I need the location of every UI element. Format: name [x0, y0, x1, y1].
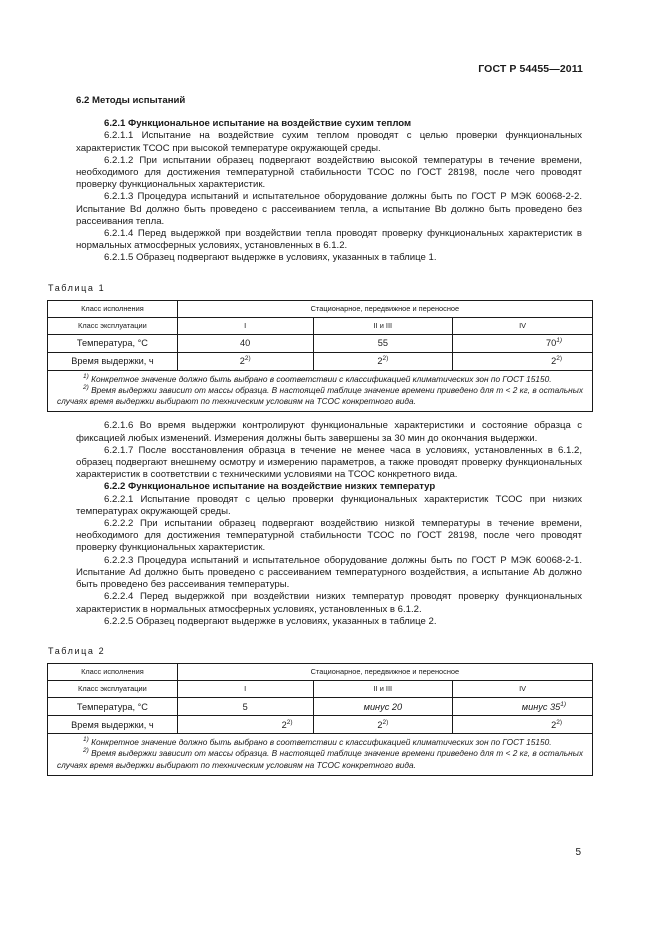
table-2-notes	[48, 734, 593, 776]
table-1-row	[48, 334, 593, 352]
table-2-class: IV	[453, 681, 593, 698]
document-code: ГОСТ Р 54455—2011	[478, 63, 583, 75]
paragraph-6217: 6.2.1.7 После восстановления образца в течение не менее часа в условиях, установленных в 6.1.2, образец подвергают внешнему осмотру и измерению параметров, а также проводят проверку функциональных характеристик в соответствии с техническими условиями на ТСОС конкретного вида.	[76, 444, 582, 481]
table-1-cell: 55	[313, 334, 453, 352]
paragraph-6223: 6.2.2.3 Процедура испытаний и испытательное оборудование должны быть по ГОСТ Р МЭК 60068-2-1. Испытание Ad должно быть проведено с рассеиванием температурного воздействия, а испытание Ab должно быть проведено без рассеивания температуры.	[76, 554, 582, 591]
section-title: 6.2 Методы испытаний	[76, 95, 186, 106]
paragraph-6215: 6.2.1.5 Образец подвергают выдержке в условиях, указанных в таблице 1.	[104, 252, 437, 264]
subsection-title-622: 6.2.2 Функциональное испытание на воздействие низких температур	[104, 481, 436, 493]
table-1-row-label: Температура, °С	[48, 334, 178, 352]
paragraph-6216: 6.2.1.6 Во время выдержки контролируют функциональные характеристики и состояние образца с фиксацией любых изменений. Измерения должны быть завершены за 30 мин до окончания выдержки.	[76, 420, 582, 444]
table-1-cell: 2$^{2)}$	[453, 352, 593, 370]
table-2-row-label: Температура, °С	[48, 698, 178, 716]
page-number: 5	[575, 847, 581, 858]
table-2-row	[48, 698, 593, 716]
table-2-cell: 5	[177, 698, 313, 716]
table-2	[47, 663, 593, 776]
table-1-head-label: Класс исполнения	[48, 300, 178, 317]
table-2-row	[48, 716, 593, 734]
table-1	[47, 300, 593, 413]
table-1-cell: 2$^{2)}$	[313, 352, 453, 370]
table-1-cell: 40	[177, 334, 313, 352]
table-2-row-label: Время выдержки, ч	[48, 716, 178, 734]
paragraph-6224: 6.2.2.4 Перед выдержкой при воздействии низких температур проводят проверку функциональных характеристик в нормальных атмосферных условиях, установленных в 6.1.2.	[76, 591, 582, 615]
table-1-class: I	[177, 317, 313, 334]
table-2-head-label: Класс исполнения	[48, 664, 178, 681]
table-2-cell: 2$^{2)}$	[453, 716, 593, 734]
paragraph-6211: 6.2.1.1 Испытание на воздействие сухим теплом проводят с целью проверки функциональных характеристик ТСОС при высокой температуре окружающей среды.	[76, 130, 582, 154]
table-1-cell: 2$^{2)}$	[177, 352, 313, 370]
paragraph-6221: 6.2.2.1 Испытание проводят с целью проверки функциональных характеристик ТСОС при низких температурах окружающей среды.	[76, 493, 582, 517]
table-2-cell: минус 20	[313, 698, 453, 716]
table-2-class: I	[177, 681, 313, 698]
table-1-note: $^{1)}$ Конкретное значение должно быть выбрано в соответствии с классификацией климатических зон по ГОСТ 15150.	[83, 373, 552, 384]
table-2-head-value: Стационарное, передвижное и переносное	[177, 664, 592, 681]
table-1-note: $^{2)}$ Время выдержки зависит от массы образца. В настоящей таблице значение времени приведено для m < 2 кг, в остальных случаях время выдержки выбирают по техническим условиям на ТСОС конкретного вида.	[57, 384, 583, 407]
table-2-class: II и III	[313, 681, 453, 698]
paragraph-6212: 6.2.1.2 При испытании образец подвергают воздействию высокой температуры в течение времени, необходимого для достижения температурной стабильности ТСОС по ГОСТ 28198, после чего проводят проверку функциональных характеристик.	[76, 154, 582, 191]
table-2-cell: 2$^{2)}$	[313, 716, 453, 734]
table-1-row-label: Время выдержки, ч	[48, 352, 178, 370]
table-2-cell: минус 35$^{1)}$	[453, 698, 593, 716]
table-1-class: IV	[453, 317, 593, 334]
paragraph-6214: 6.2.1.4 Перед выдержкой при воздействии тепла проводят проверку функциональных характеристик в нормальных атмосферных условиях, установленных в 6.1.2.	[76, 228, 582, 252]
table-1-notes	[48, 370, 593, 412]
table-2-note: $^{1)}$ Конкретное значение должно быть выбрано в соответствии с классификацией климатических зон по ГОСТ 15150.	[83, 736, 552, 748]
subsection-title-621: 6.2.1 Функциональное испытание на воздействие сухим теплом	[104, 118, 412, 130]
table-1-subhead-label: Класс эксплуатации	[48, 317, 178, 334]
paragraph-6213: 6.2.1.3 Процедура испытаний и испытательное оборудование должны быть по ГОСТ Р МЭК 60068-2-2. Испытание Bd должно быть проведено с рассеиванием тепла, а испытание Bb должно быть проведено без рассеивания тепла.	[76, 191, 582, 227]
paragraph-6222: 6.2.2.2 При испытании образец подвергают воздействию низкой температуры в течение времени, необходимого для достижения температурной стабильности ТСОС по ГОСТ 28198, после чего проводят проверку функциональных характеристик.	[76, 518, 582, 554]
paragraph-6225: 6.2.2.5 Образец подвергают выдержке в условиях, указанных в таблице 2.	[104, 615, 437, 627]
table-1-row	[48, 352, 593, 370]
table-2-note: $^{2)}$ Время выдержки зависит от массы образца. В настоящей таблице значение времени приведено для m < 2 кг, в остальных случаях время выдержки выбирают по техническим условиям на ТСОС конкретного вида.	[57, 747, 583, 770]
table-2-cell: 2$^{2)}$	[177, 716, 313, 734]
table-2-subhead-label: Класс эксплуатации	[48, 681, 178, 698]
table-1-class: II и III	[313, 317, 453, 334]
table-1-cell: 70$^{1)}$	[453, 334, 593, 352]
table-2-caption: Таблица 2	[48, 645, 106, 656]
table-1-head-value: Стационарное, передвижное и переносное	[177, 300, 592, 317]
page-content	[48, 95, 583, 776]
table-1-caption: Таблица 1	[48, 282, 106, 293]
